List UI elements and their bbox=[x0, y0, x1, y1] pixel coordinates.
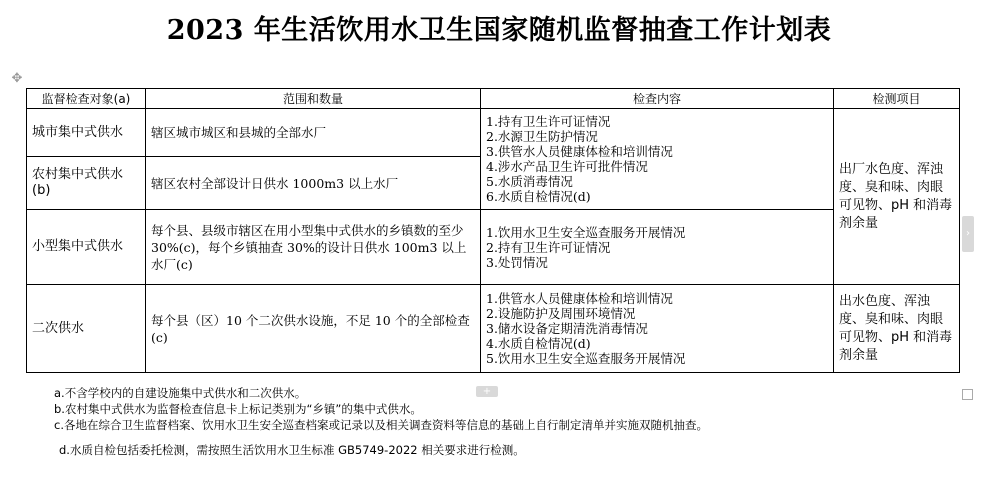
row-object: 二次供水 bbox=[27, 285, 146, 373]
table-row bbox=[27, 285, 960, 373]
list-item: 3.处罚情况 bbox=[486, 254, 548, 270]
footnotes bbox=[54, 385, 708, 458]
footnote: a.不含学校内的自建设施集中式供水和二次供水。 bbox=[54, 386, 307, 400]
page-title: 2023 年生活饮用水卫生国家随机监督抽查工作计划表 bbox=[166, 15, 832, 46]
header-tests: 检测项目 bbox=[834, 89, 960, 109]
plan-table bbox=[26, 88, 960, 373]
footnote: c.各地在综合卫生监督档案、饮用水卫生安全巡查档案或记录以及相关调查资料等信息的基础上自行制定清单并实施双随机抽查。 bbox=[54, 418, 708, 432]
header-scope: 范围和数量 bbox=[146, 89, 481, 109]
list-item: 2.设施防护及周围环境情况 bbox=[486, 306, 636, 321]
header-object: 监督检查对象(a) bbox=[27, 89, 146, 109]
row-object: 农村集中式供水(b) bbox=[27, 157, 146, 210]
table-move-handle-icon[interactable]: ✥ bbox=[11, 71, 23, 86]
items-cell-group1 bbox=[481, 109, 834, 210]
list-item: 1.持有卫生许可证情况 bbox=[486, 114, 611, 129]
row-scope: 辖区城市城区和县城的全部水厂 bbox=[146, 109, 481, 157]
table-resize-handle-icon[interactable] bbox=[962, 389, 973, 400]
list-item: 1.供管水人员健康体检和培训情况 bbox=[486, 291, 673, 306]
list-item: 3.储水设备定期清洗消毒情况 bbox=[486, 321, 648, 336]
tests-cell-group1: 出厂水色度、浑浊度、臭和味、肉眼可见物、pH 和消毒剂余量 bbox=[834, 109, 960, 285]
list-item: 1.饮用水卫生安全巡查服务开展情况 bbox=[486, 224, 686, 240]
list-item: 5.水质消毒情况 bbox=[486, 174, 573, 189]
add-row-icon[interactable]: + bbox=[476, 386, 498, 397]
table-row bbox=[27, 210, 960, 285]
header-items: 检查内容 bbox=[481, 89, 834, 109]
footnote: b.农村集中式供水为监督检查信息卡上标记类别为“乡镇”的集中式供水。 bbox=[54, 402, 422, 416]
list-item: 3.供管水人员健康体检和培训情况 bbox=[486, 144, 673, 159]
table-row bbox=[27, 109, 960, 157]
list-item: 4.水质自检情况(d) bbox=[486, 336, 591, 351]
table-edge-tab-icon[interactable]: › bbox=[962, 216, 974, 252]
footnote: d.水质自检包括委托检测，需按照生活饮用水卫生标准 GB5749-2022 相关要求进行检测。 bbox=[59, 443, 525, 457]
items-cell-group3 bbox=[481, 285, 834, 373]
items-cell-group2 bbox=[481, 210, 834, 285]
row-scope: 辖区农村全部设计日供水 1000m3 以上水厂 bbox=[146, 157, 481, 210]
row-scope: 每个县、县级市辖区在用小型集中式供水的乡镇数的至少 30%(c)，每个乡镇抽查 30%的设计日供水 100m3 以上水厂(c) bbox=[146, 210, 481, 285]
list-item: 2.持有卫生许可证情况 bbox=[486, 239, 611, 255]
list-item: 2.水源卫生防护情况 bbox=[486, 129, 598, 144]
list-item: 6.水质自检情况(d) bbox=[486, 189, 591, 204]
list-item: 5.饮用水卫生安全巡查服务开展情况 bbox=[486, 351, 686, 366]
tests-cell-group2: 出水色度、浑浊度、臭和味、肉眼可见物、pH 和消毒剂余量 bbox=[834, 285, 960, 373]
row-scope: 每个县（区）10 个二次供水设施，不足 10 个的全部检查(c) bbox=[146, 285, 481, 373]
list-item: 4.涉水产品卫生许可批件情况 bbox=[486, 159, 648, 174]
row-object: 小型集中式供水 bbox=[27, 210, 146, 285]
table-header-row bbox=[27, 89, 960, 109]
row-object: 城市集中式供水 bbox=[27, 109, 146, 157]
